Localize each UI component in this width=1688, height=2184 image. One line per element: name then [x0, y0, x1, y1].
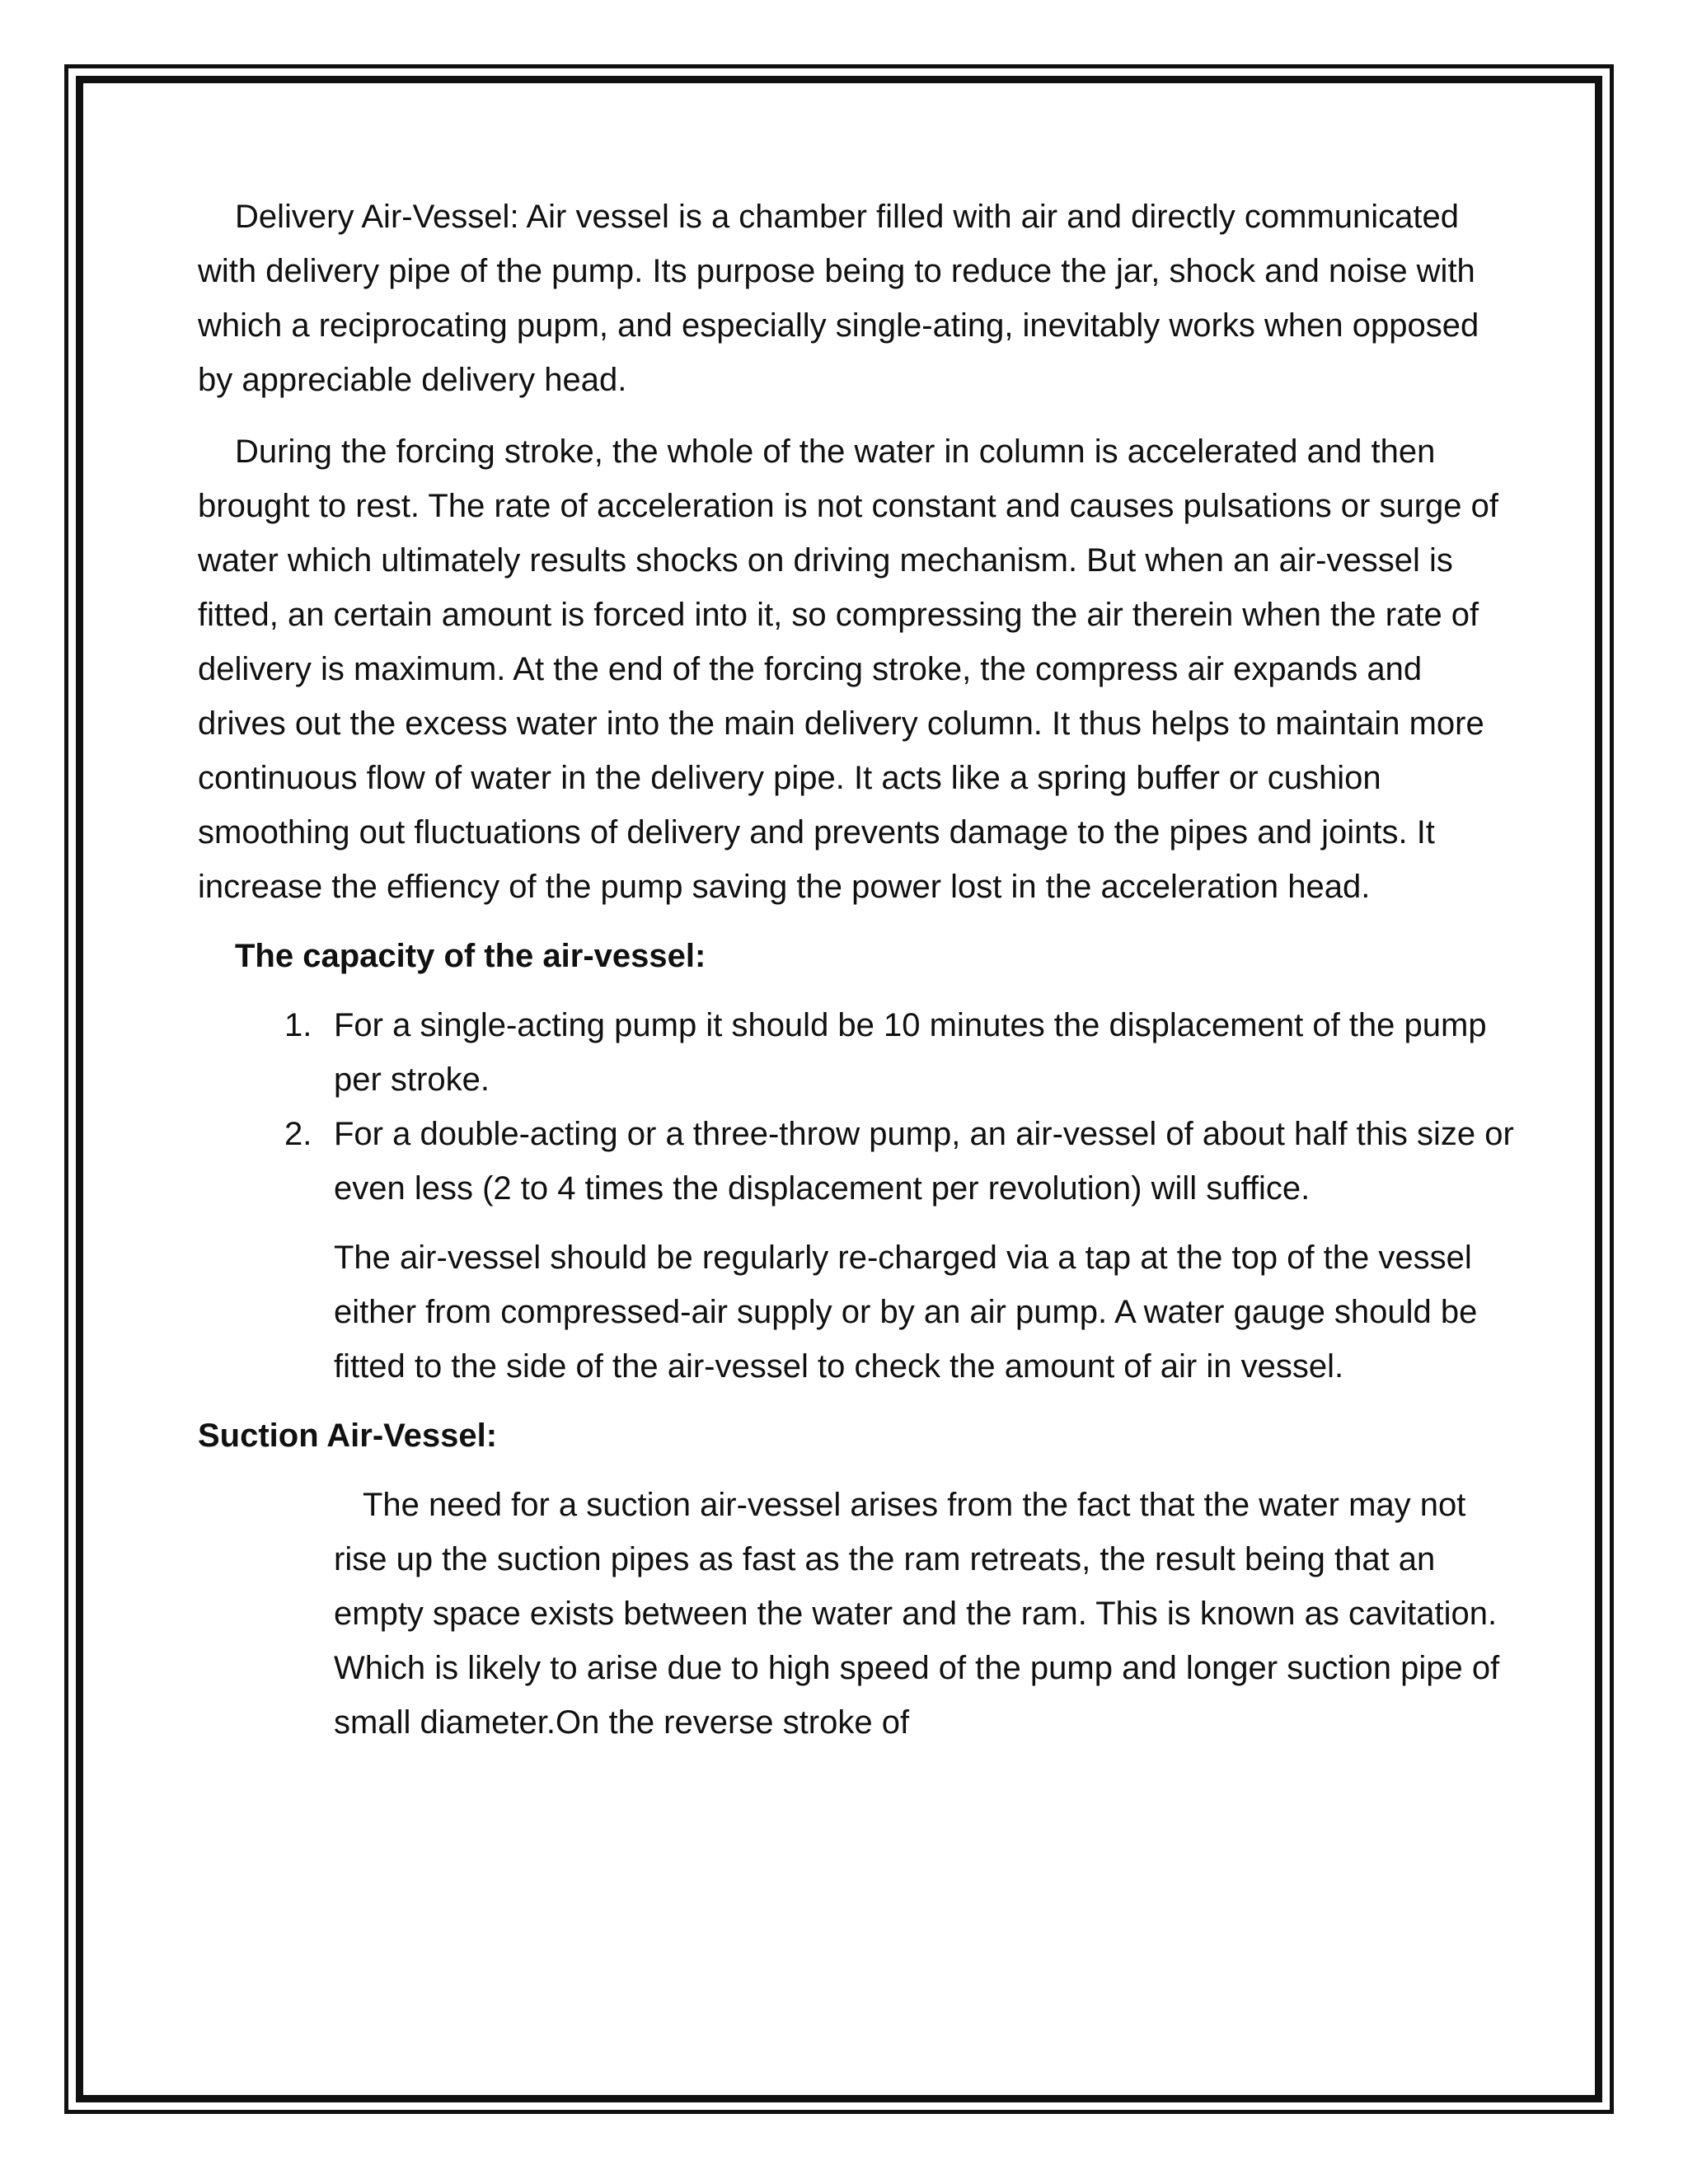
paragraph-suction-air-vessel: The need for a suction air-vessel arises from the fact that the water may not rise up the suction pipes as fast as the ram retreats, the result being that an empty space exists between the water and the ram. This is known as cavitation. Which is likely to arise due to high speed of the pump and longer suction pipe of small diameter.On the reverse stroke of: [334, 1487, 1500, 1741]
list-item: [284, 998, 1517, 1107]
heading-capacity: The capacity of the air-vessel:: [235, 938, 706, 974]
list-item-text: For a single-acting pump it should be 10 minutes the displacement of the pump per stroke.: [334, 1007, 1487, 1098]
paragraph-delivery-air-vessel: Delivery Air-Vessel: Air vessel is a chamber filled with air and directly communicated with delivery pipe of the pump. Its purpose being to reduce the jar, shock and noise with which a reciprocating pupm, and especially single-ating, inevitably works when opposed by appreciable delivery head.: [198, 199, 1479, 398]
list-item-number: 2.: [284, 1116, 312, 1152]
list-item: [284, 1107, 1517, 1216]
paragraph-recharge: The air-vessel should be regularly re-charged via a tap at the top of the vessel either from compressed-air supply or by an air pump. A water gauge should be fitted to the side of the air-vessel to check the amount of air in vessel.: [334, 1240, 1478, 1385]
paragraph-forcing-stroke: During the forcing stroke, the whole of the water in column is accelerated and then brought to rest. The rate of acceleration is not constant and causes pulsations or surge of water which ultimately results shocks on driving mechanism. But when an air-vessel is fitted, an certain amount is forced into it, so compressing the air therein when the rate of delivery is maximum. At the end of the forcing stroke, the compress air expands and drives out the excess water into the main delivery column. It thus helps to maintain more continuous flow of water in the delivery pipe. It acts like a spring buffer or cushion smoothing out fluctuations of delivery and prevents damage to the pipes and joints. It increase the effiency of the pump saving the power lost in the acceleration head.: [198, 434, 1498, 905]
list-item-text: For a double-acting or a three-throw pump, an air-vessel of about half this size or even less (2 to 4 times the displacement per revolution) will suffice.: [334, 1116, 1514, 1207]
document-body: [198, 190, 1517, 1750]
list-item-number: 1.: [284, 1007, 312, 1043]
heading-suction-air-vessel: Suction Air-Vessel:: [198, 1418, 498, 1454]
capacity-list: [198, 998, 1517, 1216]
